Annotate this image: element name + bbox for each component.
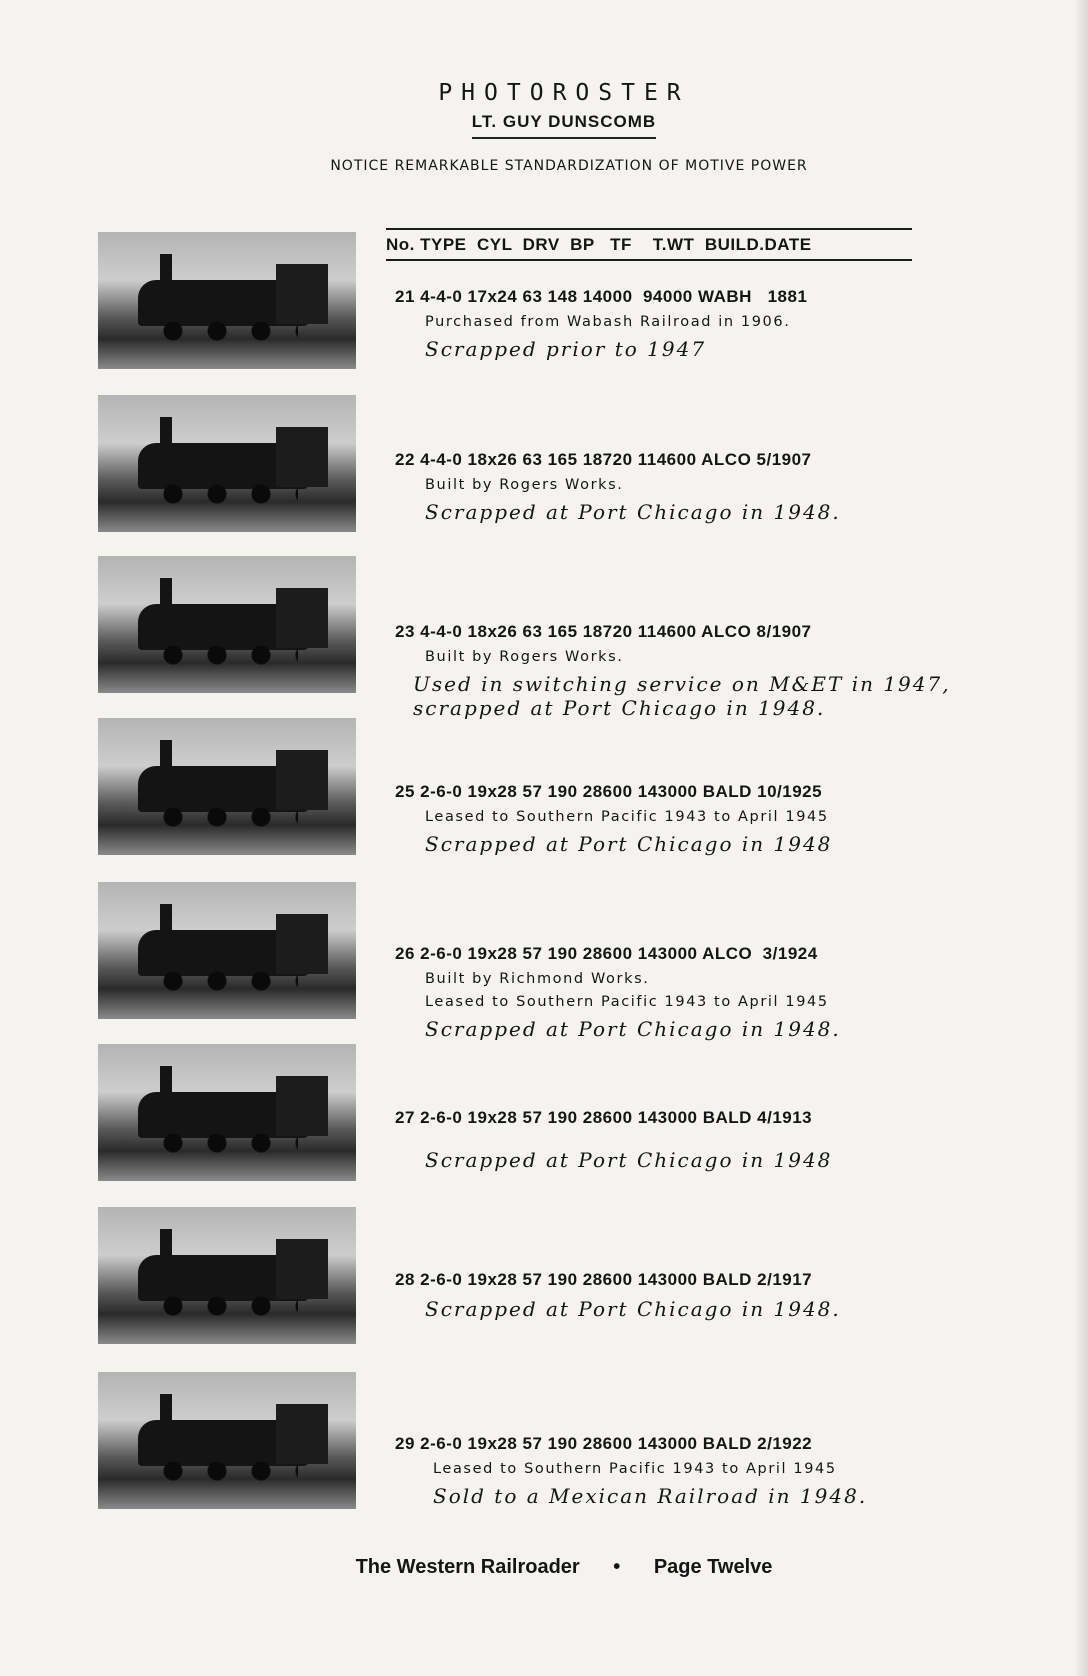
entry-spec: 25 2-6-0 19x28 57 190 28600 143000 BALD 10/1925 (395, 782, 823, 801)
roster-entry-27 (395, 1108, 832, 1172)
roster-entry-29 (395, 1434, 867, 1508)
entry-fate: Scrapped prior to 1947 (425, 337, 707, 361)
entry-spec: 21 4-4-0 17x24 63 148 14000 94000 WABH 1881 (395, 287, 808, 306)
entry-fate: Scrapped at Port Chicago in 1948 (425, 832, 833, 856)
roster-entry-21 (395, 287, 807, 361)
roster-entry-25 (395, 782, 832, 856)
entry-fate: Scrapped at Port Chicago in 1948. (425, 1017, 841, 1041)
locomotive-photo (98, 1207, 356, 1344)
entry-fate: Scrapped at Port Chicago in 1948. (425, 1297, 841, 1321)
locomotive-photo (98, 556, 356, 693)
entry-fate: Scrapped at Port Chicago in 1948 (425, 1148, 833, 1172)
locomotive-photo (98, 395, 356, 532)
entry-spec: 29 2-6-0 19x28 57 190 28600 143000 BALD 2/1922 (395, 1434, 813, 1453)
title-block (0, 80, 1088, 132)
roster-entry-22 (395, 450, 841, 524)
page-footer (0, 1556, 1088, 1579)
entry-note: Purchased from Wabash Railroad in 1906. (425, 314, 791, 330)
page-title: PHOTOROSTER (438, 80, 690, 106)
page-number: Page Twelve (653, 1556, 773, 1578)
entry-spec: 23 4-4-0 18x26 63 165 18720 114600 ALCO 8/1907 (395, 622, 812, 641)
entry-spec: 22 4-4-0 18x26 63 165 18720 114600 ALCO 5/1907 (395, 450, 812, 469)
entry-fate: Used in switching service on M&ET in 1947, (413, 672, 951, 696)
entry-spec: 26 2-6-0 19x28 57 190 28600 143000 ALCO 3/1924 (395, 944, 818, 963)
roster-entry-23 (395, 622, 951, 720)
page-edge-shadow (1074, 0, 1088, 1676)
roster-entry-26 (395, 944, 841, 1041)
entry-fate: Scrapped at Port Chicago in 1948. (425, 500, 841, 524)
locomotive-photo (98, 882, 356, 1019)
entry-note: Built by Richmond Works. (425, 971, 650, 987)
entry-note: Built by Rogers Works. (425, 477, 624, 493)
entry-fate: Sold to a Mexican Railroad in 1948. (433, 1484, 868, 1508)
publication-name: The Western Railroader (355, 1556, 580, 1578)
bullet-separator: • (613, 1556, 621, 1578)
author-line (40, 112, 1088, 132)
locomotive-photo (98, 1372, 356, 1509)
entry-note: Leased to Southern Pacific 1943 to April 1945 (433, 1461, 837, 1477)
locomotive-photo (98, 1044, 356, 1181)
entry-note: Leased to Southern Pacific 1943 to April 1945 (425, 994, 829, 1010)
entry-fate: scrapped at Port Chicago in 1948. (413, 696, 826, 720)
author-name: LT. GUY DUNSCOMB (472, 112, 656, 139)
entry-spec: 28 2-6-0 19x28 57 190 28600 143000 BALD 2/1917 (395, 1270, 813, 1289)
roster-entry-28 (395, 1270, 841, 1321)
entry-note: Leased to Southern Pacific 1943 to April 1945 (425, 809, 829, 825)
entry-spec: 27 2-6-0 19x28 57 190 28600 143000 BALD 4/1913 (395, 1108, 813, 1127)
locomotive-photo (98, 232, 356, 369)
entry-note: Built by Rogers Works. (425, 649, 624, 665)
notice-line: NOTICE REMARKABLE STANDARDIZATION OF MOTIVE POWER (330, 158, 808, 174)
roster-column-header: No. TYPE CYL DRV BP TF T.WT BUILD.DATE (386, 228, 912, 261)
locomotive-photo (98, 718, 356, 855)
